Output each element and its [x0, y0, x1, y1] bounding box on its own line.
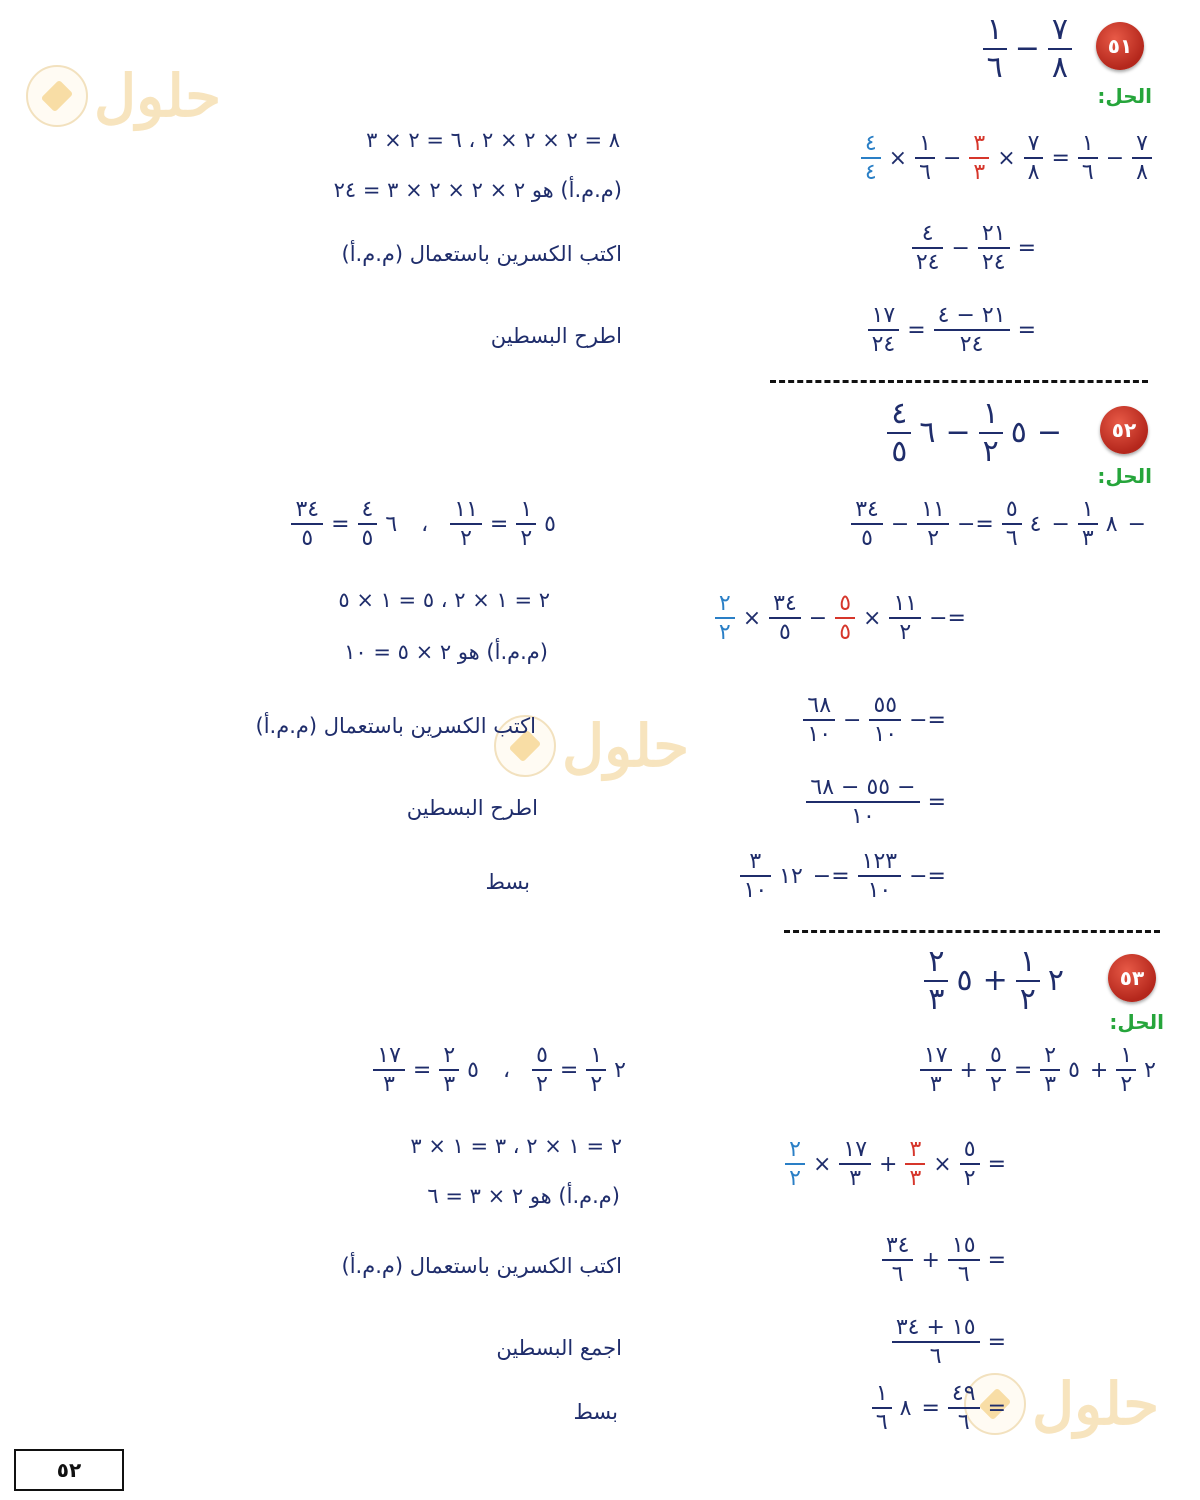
page-number: ٥٢: [14, 1449, 124, 1491]
p53-note-factors: ٢ = ١ × ٢ ، ٣ = ١ × ٣: [410, 1134, 622, 1158]
watermark-top-left: حلول: [26, 62, 221, 130]
p53-step-3: = $\frac{١٥}{٦}$ + $\frac{٣٤}{٦}$: [882, 1234, 1008, 1286]
p51-step-1: $\frac{٧}{٨}$ − $\frac{١}{٦}$ = $\frac{٧}{٨}$ × $\frac{٣}{٣}$ − $\frac{١}{٦}$ × $\frac{٤}{٤}$: [861, 132, 1152, 184]
p52-note-subtract: اطرح البسطين: [406, 796, 538, 820]
problem-badge-52: ٥٢: [1100, 406, 1148, 454]
p52-step-2: =− $\frac{١١}{٢}$ × $\frac{٥}{٥}$ − $\frac{٣٤}{٥}$ × $\frac{٢}{٢}$: [715, 592, 968, 644]
p52-note-factors: ٢ = ١ × ٢ ، ٥ = ١ × ٥: [338, 588, 550, 612]
p52-step-1: − ٨ $\frac{١}{٣}$ − ٤ $\frac{٥}{٦}$ =− $\frac{١١}{٢}$ − $\frac{٣٤}{٥}$: [851, 498, 1148, 550]
p52-step-3: =− $\frac{٥٥}{١٠}$ − $\frac{٦٨}{١٠}$: [803, 694, 948, 746]
problem-51-expression: $\frac{٧}{٨}$ − $\frac{١}{٦}$: [983, 14, 1072, 83]
p52-step-4: = $\frac{- ٥٥ - ٦٨}{١٠}$: [806, 776, 948, 828]
p53-note-add: اجمع البسطين: [496, 1336, 622, 1360]
p53-note-rewrite: اكتب الكسرين باستعمال (م.م.أ): [341, 1254, 622, 1278]
p53-step-4: = $\frac{١٥ + ٣٤}{٦}$: [892, 1316, 1008, 1368]
p51-note-lcm: (م.م.أ) هو ٢ × ٢ × ٢ × ٣ = ٢٤: [333, 178, 622, 202]
solution-label-53: الحل:: [1109, 1010, 1164, 1034]
p53-step-1: ٢ $\frac{١}{٢}$ + ٥ $\frac{٢}{٣}$ = $\frac{٥}{٢}$ + $\frac{١٧}{٣}$: [920, 1044, 1158, 1096]
p52-note-simplify: بسط: [485, 870, 530, 894]
fraction: $\frac{٧}{٨}$: [1048, 14, 1072, 83]
p51-step-3: = $\frac{٢١ - ٤}{٢٤}$ = $\frac{١٧}{٢٤}$: [868, 304, 1038, 356]
p53-step-2: = $\frac{٥}{٢}$ × $\frac{٣}{٣}$ + $\frac{١٧}{٣}$ × $\frac{٢}{٢}$: [785, 1138, 1008, 1190]
fraction: $\frac{١}{٦}$: [983, 14, 1007, 83]
problem-53-expression: ٢ $\frac{١}{٢}$ + ٥ $\frac{٢}{٣}$: [924, 946, 1066, 1015]
solution-label-51: الحل:: [1097, 84, 1152, 108]
problem-52-expression: − ٥ $\frac{١}{٢}$ − ٦ $\frac{٤}{٥}$: [887, 398, 1064, 467]
p53-step-5: = $\frac{٤٩}{٦}$ = ٨ $\frac{١}{٦}$: [872, 1382, 1008, 1434]
solution-label-52: الحل:: [1097, 464, 1152, 488]
p51-note-rewrite: اكتب الكسرين باستعمال (م.م.أ): [341, 242, 622, 266]
watermark-bottom-right: حلول: [964, 1370, 1159, 1438]
problem-badge-51: ٥١: [1096, 22, 1144, 70]
p52-note-convert: ٥ $\frac{١}{٢}$ = $\frac{١١}{٢}$ ، ٦ $\frac{٤}{٥}$ = $\frac{٣٤}{٥}$: [291, 498, 558, 550]
p51-step-2: = $\frac{٢١}{٢٤}$ − $\frac{٤}{٢٤}$: [912, 222, 1038, 274]
p51-note-factors: ٨ = ٢ × ٢ × ٢ ، ٦ = ٢ × ٣: [366, 128, 620, 152]
divider: [770, 380, 1148, 383]
p53-note-lcm: (م.م.أ) هو ٢ × ٣ = ٦: [427, 1184, 620, 1208]
p52-note-lcm: (م.م.أ) هو ٢ × ٥ = ١٠: [344, 640, 548, 664]
p52-note-rewrite: اكتب الكسرين باستعمال (م.م.أ): [255, 714, 536, 738]
p52-step-5: =− $\frac{١٢٣}{١٠}$ =− ١٢ $\frac{٣}{١٠}$: [740, 850, 948, 902]
problem-badge-53: ٥٣: [1108, 954, 1156, 1002]
p51-note-subtract: اطرح البسطين: [490, 324, 622, 348]
watermark-logo-icon: [26, 65, 88, 127]
p53-note-convert: ٢ $\frac{١}{٢}$ = $\frac{٥}{٢}$ ، ٥ $\frac{٢}{٣}$ = $\frac{١٧}{٣}$: [373, 1044, 628, 1096]
p53-note-simplify: بسط: [573, 1400, 618, 1424]
divider: [784, 930, 1160, 933]
watermark-center: حلول: [494, 712, 689, 780]
